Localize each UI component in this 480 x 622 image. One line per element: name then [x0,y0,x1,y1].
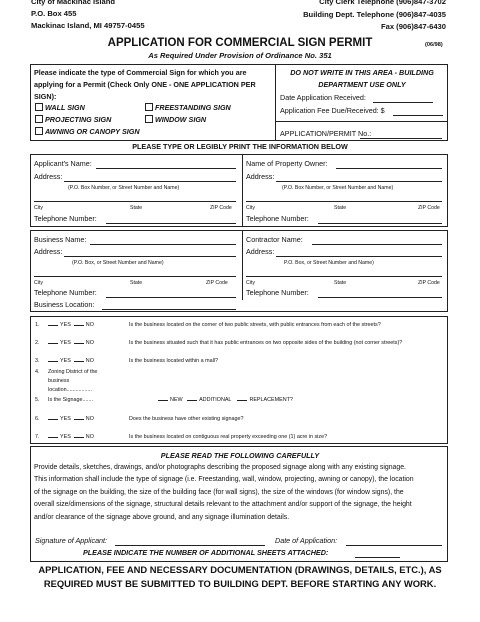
question-number: 1. [35,322,40,328]
applicant-phone-label: Telephone Number: [34,214,97,223]
instructions-line: overall size/dimensions of the signage, structural details relevant to the attachment and/or support of the signage, the height [34,501,412,509]
checkbox[interactable] [35,115,43,123]
fax-number: Fax (906)847-6430 [380,22,446,31]
print-notice: PLEASE TYPE OR LEGIBLY PRINT THE INFORMATION BELOW [132,142,348,151]
section-divider [242,154,243,227]
city-name: City of Mackinac Island [31,0,115,6]
clerk-phone: City Clerk Telephone (906)847-3702 [319,0,446,6]
applicant-name-label: Applicant's Name: [34,159,92,168]
zip-label: ZIP Code [206,280,228,286]
date-received-field[interactable] [373,102,433,103]
owner-address-field[interactable] [276,181,442,182]
owner-city-field[interactable] [246,201,442,202]
contractor-city-field[interactable] [246,276,442,277]
option-window-sign[interactable] [145,115,206,124]
applicant-address-field[interactable] [64,181,236,182]
question-number: 4. [35,369,40,375]
question-text: Is the Signage....... [48,397,93,403]
contractor-phone-field[interactable] [318,297,442,298]
applicant-phone-field[interactable] [106,223,236,224]
instructions-line: This information shall include the type of signage (i.e. Freestanding, wall, window, projecting, awning or canopy), the location [34,476,414,484]
option-freestanding-sign[interactable] [145,103,231,112]
business-city-field[interactable] [34,276,236,277]
business-name-label: Business Name: [34,235,87,244]
checkbox[interactable] [145,103,153,111]
city-address: Mackinac Island, MI 49757-0455 [31,21,145,30]
business-address-label: Address: [34,247,63,256]
question-text: business [48,378,70,384]
contractor-address-field[interactable] [276,256,442,257]
page-subtitle: As Required Under Provision of Ordinance No. 351 [148,51,332,60]
business-phone-field[interactable] [106,297,236,298]
state-label: State [334,280,347,286]
option-projecting-sign[interactable] [35,115,111,124]
owner-name-field[interactable] [336,168,442,169]
question-number: 6. [35,416,40,422]
option-awning-sign[interactable] [35,127,140,136]
option-wall-sign[interactable] [35,103,85,112]
checkbox[interactable] [35,103,43,111]
question-number: 3. [35,358,40,364]
q5-options[interactable]: NEW ADDITIONAL REPLACEMENT? [158,397,293,403]
city-label: City [246,205,255,211]
question-text: Zoning District of the [48,369,98,375]
date-field[interactable] [346,545,442,546]
signature-label: Signature of Applicant: [35,536,108,545]
date-label: Date of Application: [275,536,338,545]
question-number: 2. [35,340,40,346]
applicant-address-label: Address: [34,172,63,181]
question-text: Is the business situated such that it has public entrances on two opposite sides of the building (not corner streets)? [129,340,403,346]
owner-phone-label: Telephone Number: [246,214,309,223]
option-label: AWNING OR CANOPY SIGN [45,127,140,136]
business-name-field[interactable] [90,244,236,245]
applicant-city-field[interactable] [34,201,236,202]
question-text: Does the business have other existing signage? [129,416,244,422]
contractor-name-label: Contractor Name: [246,235,303,244]
owner-address-label: Address: [246,172,275,181]
question-number: 7. [35,434,40,440]
city-label: City [34,280,43,286]
zip-label: ZIP Code [418,205,440,211]
instructions-line: of the signage on the building, the size of the building face (for wall signs), the size of the windows (for window signs), the [34,488,404,496]
owner-phone-field[interactable] [318,223,442,224]
building-phone: Building Dept. Telephone (906)847-4035 [303,10,446,19]
address-hint: (P.O. Box Number, or Street Number and Name) [282,185,394,191]
q7-yes-no[interactable]: YES NO [48,434,94,440]
q6-yes-no[interactable]: YES NO [48,416,94,422]
footer-notice: REQUIRED MUST BE SUBMITTED TO BUILDING DEPT. BEFORE STARTING ANY WORK. [43,578,437,589]
business-location-label: Business Location: [34,300,95,309]
contractor-phone-label: Telephone Number: [246,288,309,297]
question-text: Is the business located on contiguous real property exceeding one (1) acre in size? [129,434,328,440]
applicant-name-field[interactable] [96,168,236,169]
footer-notice: APPLICATION, FEE AND NECESSARY DOCUMENTATION (DRAWINGS, DETAILS, ETC.), AS [38,564,442,575]
date-received-label: Date Application Received: [280,93,366,102]
checkbox[interactable] [145,115,153,123]
city-label: City [34,205,43,211]
business-phone-label: Telephone Number: [34,288,97,297]
question-text: Is the business located on the corner of two public streets, with public entrances from each of the streets? [129,322,381,328]
question-text: location................. [48,387,93,393]
zip-label: ZIP Code [210,205,232,211]
city-label: City [246,280,255,286]
state-label: State [334,205,347,211]
po-box: P.O. Box 455 [31,9,77,18]
option-label: WINDOW SIGN [155,115,207,124]
questions-section [30,316,448,444]
q1-yes-no[interactable]: YES NO [48,322,94,328]
office-use-heading: DO NOT WRITE IN THIS AREA - BUILDING [290,68,434,77]
sign-type-instruction: Please indicate the type of Commercial Sign for which you are [34,68,247,77]
divider [276,121,447,122]
instructions-line: Provide details, sketches, drawings, and/or photographs describing the proposed signage along with any existing signage. [34,464,406,471]
fee-field[interactable] [393,115,443,116]
option-label: PROJECTING SIGN [45,115,112,124]
fee-label: Application Fee Due/Received: $ [280,106,385,115]
revision-date: (06/98) [425,42,443,48]
section-divider [242,230,243,300]
instructions-heading: PLEASE READ THE FOLLOWING CAREFULLY [160,451,320,460]
permit-number-label: APPLICATION/PERMIT No.: [280,129,372,138]
address-hint: (P.O. Box, or Street Number and Name) [72,260,164,266]
business-location-field[interactable] [102,309,236,310]
permit-number-field[interactable] [360,138,442,139]
contractor-address-label: Address: [246,247,275,256]
question-number: 5. [35,397,40,403]
q2-yes-no[interactable]: YES NO [48,340,94,346]
state-label: State [130,280,143,286]
business-address-field[interactable] [64,256,236,257]
checkbox[interactable] [35,127,43,135]
instructions-text [34,462,414,524]
q3-yes-no[interactable]: YES NO [48,358,94,364]
office-use-heading: DEPARTMENT USE ONLY [318,80,406,89]
address-hint: P.O. Box, or Street Number and Name) [284,260,374,266]
page-title: APPLICATION FOR COMMERCIAL SIGN PERMIT [107,37,373,49]
zip-label: ZIP Code [418,280,440,286]
signature-field[interactable] [115,545,265,546]
owner-name-label: Name of Property Owner: [246,159,328,168]
option-label: FREESTANDING SIGN [155,103,231,112]
question-text: Is the business located within a mall? [129,358,218,364]
sign-type-instruction: SIGN): [34,92,57,101]
sign-type-instruction: applying for a Permit (Check Only ONE - ONE APPLICATION PER [34,80,256,89]
sheets-field[interactable] [355,557,400,558]
state-label: State [130,205,143,211]
address-hint: (P.O. Box Number, or Street Number and Name) [68,185,180,191]
option-label: WALL SIGN [45,103,85,112]
sheets-label: PLEASE INDICATE THE NUMBER OF ADDITIONAL SHEETS ATTACHED: [83,548,329,557]
contractor-name-field[interactable] [312,244,442,245]
instructions-line: and/or clearance of the signage above ground, and any signage illumination details. [34,513,290,521]
